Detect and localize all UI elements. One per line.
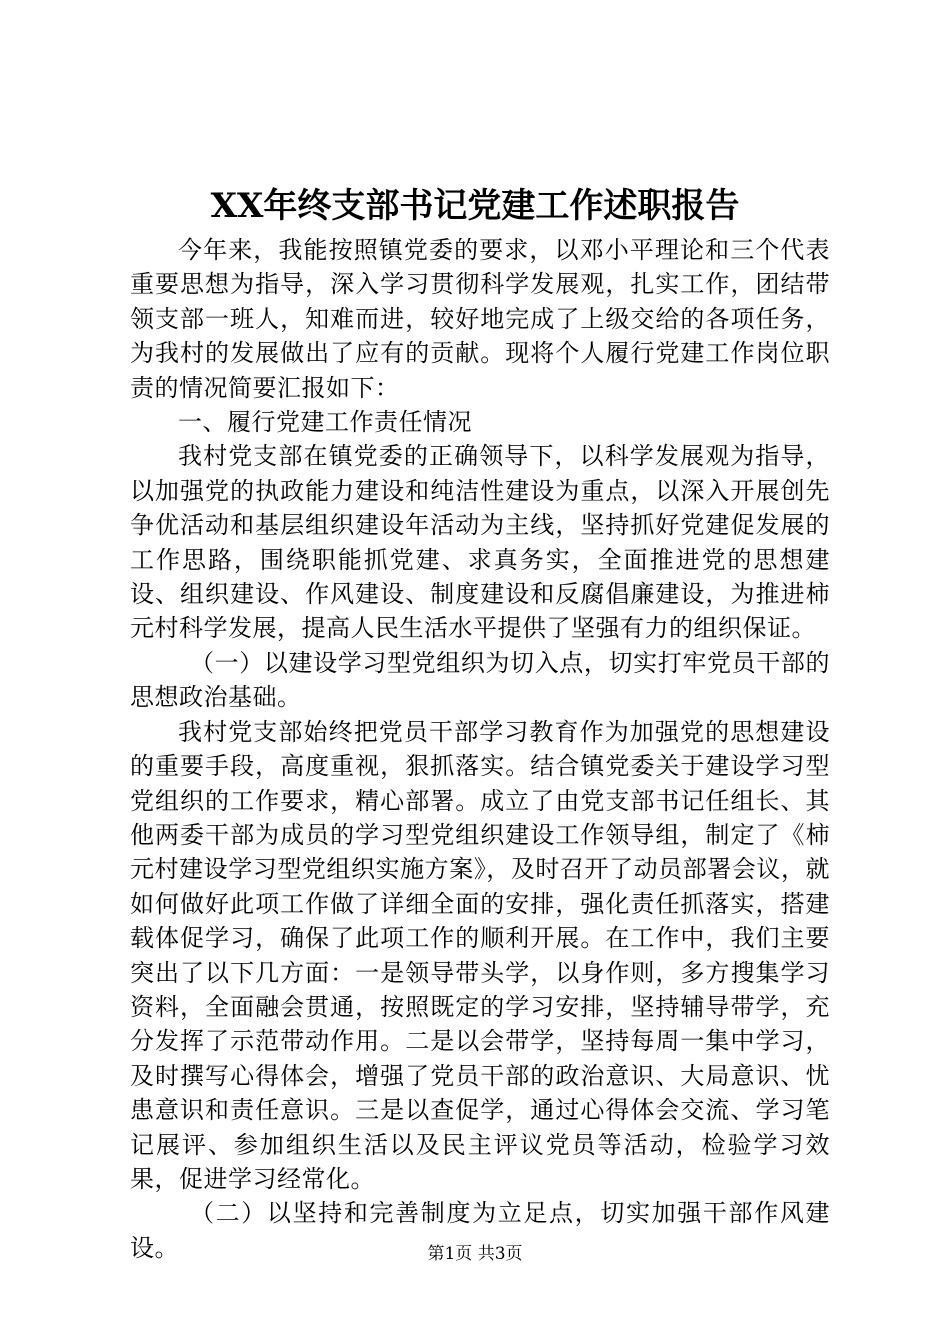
document-body bbox=[130, 233, 830, 1265]
subsection-heading-2: （二）以坚持和完善制度为立足点，切实加强干部作风建设。 bbox=[130, 1199, 830, 1262]
section-1-paragraph: 我村党支部在镇党委的正确领导下，以科学发展观为指导，以加强党的执政能力建设和纯洁性建设为重点，以深入开展创先争优活动和基层组织建设年活动为主线，坚持抓好党建促发展的工作思路，围绕职能抓党建、求真务实，全面推进党的思想建设、组织建设、作风建设、制度建设和反腐倡廉建设，为推进柿元村科学发展，提高人民生活水平提供了坚强有力的组织保证。 bbox=[130, 442, 830, 643]
section-heading-1: 一、履行党建工作责任情况 bbox=[178, 408, 472, 437]
subsection-1-paragraph: 我村党支部始终把党员干部学习教育作为加强党的思想建设的重要手段，高度重视，狠抓落实。结合镇党委关于建设学习型党组织的工作要求，精心部署。成立了由党支部书记任组长、其他两委干部为成员的学习型党组织建设工作领导组，制定了《柿元村建设学习型党组织实施方案》，及时召开了动员部署会议，就如何做好此项工作做了详细全面的安排，强化责任抓落实，搭建载体促学习，确保了此项工作的顺利开展。在工作中，我们主要突出了以下几方面：一是领导带头学，以身作则，多方搜集学习资料，全面融会贯通，按照既定的学习安排，坚持辅导带学，充分发挥了示范带动作用。二是以会带学，坚持每周一集中学习，及时撰写心得体会，增强了党员干部的政治意识、大局意识、忧患意识和责任意识。三是以查促学，通过心得体会交流、学习笔记展评、参加组织生活以及民主评议党员等活动，检验学习效果，促进学习经常化。 bbox=[130, 717, 830, 1193]
intro-paragraph: 今年来，我能按照镇党委的要求，以邓小平理论和三个代表重要思想为指导，深入学习贯彻科学发展观，扎实工作，团结带领支部一班人，知难而进，较好地完成了上级交给的各项任务，为我村的发展做出了应有的贡献。现将个人履行党建工作岗位职责的情况简要汇报如下： bbox=[130, 236, 830, 402]
page-number-footer: 第1页 共3页 bbox=[427, 1244, 523, 1264]
subsection-heading-1: （一）以建设学习型党组织为切入点，切实打牢党员干部的思想政治基础。 bbox=[130, 648, 830, 712]
document-title: XX年终支部书记党建工作述职报告 bbox=[210, 186, 740, 226]
